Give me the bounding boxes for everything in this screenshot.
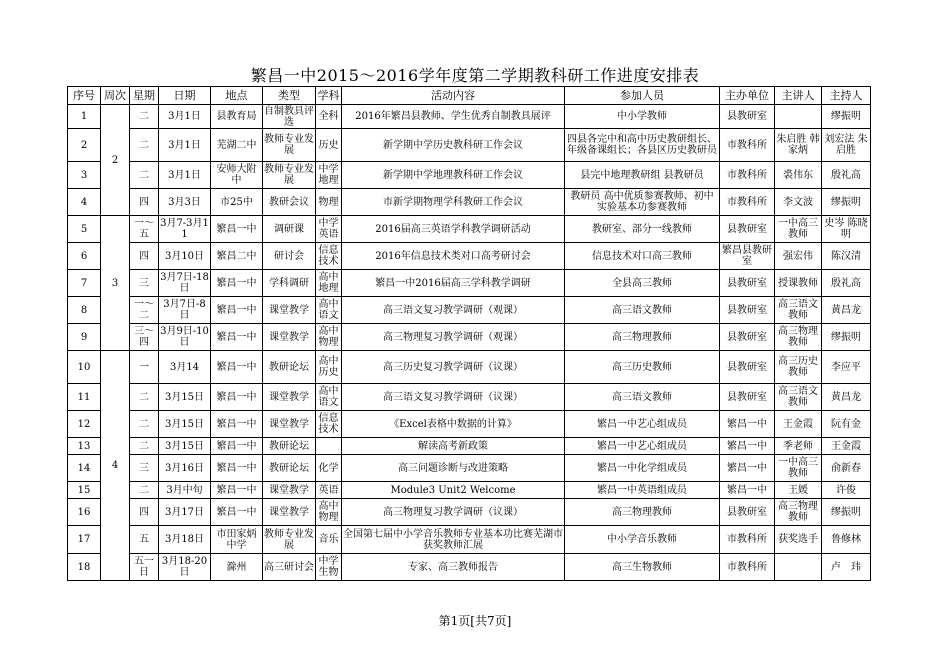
row-number-cell: 1 [68,105,101,129]
content-cell: 全国第七届中小学音乐教师专业基本功比赛芜湖市获奖教师汇展 [342,526,565,554]
page-footer: 第1页[共7页] [438,614,512,628]
weekday-cell: 一～二 [130,297,159,324]
date-cell: 3月7日-8日 [159,297,211,324]
location-cell: 繁昌一中 [211,455,263,482]
table-row [68,324,871,351]
subject-cell: 化学 [316,455,342,482]
table-row [68,499,871,526]
table-row [68,438,871,455]
table-row [68,482,871,499]
location-cell: 繁昌一中 [211,324,263,351]
type-cell: 课堂教学 [263,297,316,324]
row-number-cell: 2 [68,129,101,162]
date-cell: 3月7-3月11 [159,216,211,243]
participants-cell: 教研员 高中优质参赛教师、初中实验基本功参赛教师 [565,189,720,216]
type-cell: 课堂教学 [263,324,316,351]
table-row [68,351,871,384]
table-row [68,162,871,189]
participants-cell: 繁昌一中艺心组成员 [565,411,720,438]
location-cell: 市田家炳中学 [211,526,263,554]
organizer-cell: 市教科所 [720,162,775,189]
location-cell: 市25中 [211,189,263,216]
content-cell: 高三问题诊断与改进策略 [342,455,565,482]
location-cell: 繁昌一中 [211,384,263,411]
type-cell: 调研课 [263,216,316,243]
date-cell: 3月中旬 [159,482,211,499]
weekday-cell: 二 [130,411,159,438]
weekday-cell: 二 [130,482,159,499]
week-cell: 4 [101,351,130,581]
weekday-cell: 四 [130,189,159,216]
speaker-cell: 一中高三教师 [775,216,822,243]
row-number-cell: 9 [68,324,101,351]
subject-cell: 物理 [316,189,342,216]
organizer-cell: 繁昌一中 [720,482,775,499]
weekday-cell: 二 [130,162,159,189]
type-cell: 学科调研 [263,270,316,297]
speaker-cell: 王媛 [775,482,822,499]
date-cell: 3月16日 [159,455,211,482]
participants-cell: 高三物理教师 [565,499,720,526]
speaker-cell: 王金霞 [775,411,822,438]
header-cell: 星期 [130,87,159,105]
table-row [68,455,871,482]
speaker-cell: 高三历史教师 [775,351,822,384]
host-cell: 黄昌龙 [822,384,871,411]
date-cell: 3月18日 [159,526,211,554]
content-cell: 解读高考新政策 [342,438,565,455]
header-cell: 学科 [316,87,342,105]
date-cell: 3月9日-10日 [159,324,211,351]
organizer-cell: 县教研室 [720,270,775,297]
row-number-cell: 15 [68,482,101,499]
content-cell: Module3 Unit2 Welcome [342,482,565,499]
row-number-cell: 3 [68,162,101,189]
subject-cell: 高中物理 [316,324,342,351]
type-cell: 自制教具评选 [264,105,314,128]
content-cell: 市新学期物理学科教研工作会议 [342,189,565,216]
organizer-cell: 市教科所 [720,189,775,216]
participants-cell: 高三历史教师 [565,351,720,384]
organizer-cell: 县教研室 [720,499,775,526]
type-cell: 教师专业发展 [263,526,316,554]
type-cell: 教师专业发展 [263,129,316,162]
subject-cell: 英语 [316,482,342,499]
header-cell: 类型 [263,87,316,105]
header-cell: 地点 [211,87,263,105]
date-cell: 3月15日 [159,411,211,438]
table-row [68,411,871,438]
subject-cell: 高中地理 [316,270,342,297]
schedule-table [67,86,871,581]
participants-cell: 中小学音乐教师 [565,526,720,554]
subject-cell: 信息技术 [316,243,342,270]
host-cell: 刘宏法 朱启胜 [822,129,871,162]
table-row [68,384,871,411]
content-cell: 2016届高三英语学科教学调研活动 [342,216,565,243]
speaker-cell: 获奖选手 [775,526,822,554]
content-cell: 2016年信息技术类对口高考研讨会 [342,243,565,270]
content-cell: 新学期中学历史教科研工作会议 [342,129,565,162]
header-cell: 周次 [101,87,130,105]
type-cell: 教研论坛 [263,351,316,384]
location-cell: 繁昌一中 [211,351,263,384]
header-cell: 主讲人 [775,87,822,105]
date-cell: 3月15日 [159,438,211,455]
organizer-cell: 繁昌一中 [720,455,775,482]
host-cell: 黄昌龙 [822,297,871,324]
location-cell: 滁州 [211,554,263,581]
organizer-cell: 繁昌县教研室 [720,243,775,270]
speaker-cell: 李文波 [775,189,822,216]
organizer-cell: 市教科所 [720,526,775,554]
subject-cell [316,438,342,455]
location-cell: 繁昌二中 [211,243,263,270]
table-row [68,216,871,243]
participants-cell: 县完中地理教研组 县教研员 [565,162,720,189]
host-cell: 缪振明 [822,324,871,351]
table-row [68,270,871,297]
organizer-cell: 市教科所 [720,554,775,581]
weekday-cell: 三 [130,270,159,297]
header-cell: 参加人员 [565,87,720,105]
type-cell: 研讨会 [263,243,316,270]
host-cell: 殷礼高 [822,162,871,189]
content-cell: 新学期中学地理教科研工作会议 [342,162,565,189]
speaker-cell: 一中高三教师 [775,455,822,482]
speaker-cell: 朱启胜 韩家炳 [775,129,822,162]
participants-cell: 繁昌一中英语组成员 [565,482,720,499]
weekday-cell: 五一日 [130,554,159,581]
subject-cell: 中学地理 [316,162,342,189]
table-row [68,189,871,216]
type-cell: 课堂教学 [263,482,316,499]
table-row [68,129,871,162]
weekday-cell: 二 [130,438,159,455]
organizer-cell: 繁昌一中 [720,438,775,455]
location-cell: 繁昌一中 [211,270,263,297]
subject-cell: 高中语文 [316,297,342,324]
table-row [68,105,871,129]
speaker-cell: 高三语文教师 [775,297,822,324]
participants-cell: 高三语文教师 [565,384,720,411]
content-cell: 繁昌一中2016届高三学科教学调研 [342,270,565,297]
host-cell: 俞新春 [822,455,871,482]
participants-cell: 信息技术对口高三教师 [565,243,720,270]
header-cell: 序号 [68,87,101,105]
host-cell: 殷礼高 [822,270,871,297]
week-cell: 2 [101,105,130,216]
table-row [68,243,871,270]
date-cell: 3月1日 [159,105,211,129]
host-cell: 阮有金 [822,411,871,438]
location-cell: 繁昌一中 [211,216,263,243]
location-cell: 繁昌一中 [211,499,263,526]
host-cell: 鲁修林 [822,526,871,554]
content-cell: 高三语文复习教学调研（观课） [342,297,565,324]
speaker-cell: 高三语文教师 [775,384,822,411]
row-number-cell: 6 [68,243,101,270]
row-number-cell: 5 [68,216,101,243]
participants-cell: 高三物理教师 [565,324,720,351]
header-cell: 主持人 [822,87,871,105]
participants-cell: 中小学教师 [565,105,720,129]
content-cell: 高三语文复习教学调研（议课） [342,384,565,411]
subject-cell: 中学英语 [316,216,342,243]
content-cell: 《Excel表格中数据的计算》 [342,411,565,438]
subject-cell: 历史 [316,129,342,162]
participants-cell: 繁昌一中艺心组成员 [565,438,720,455]
date-cell: 3月10日 [159,243,211,270]
row-number-cell: 8 [68,297,101,324]
table-row [68,554,871,581]
participants-cell: 四县各完中和高中历史教研组长、年级备课组长；各县区历史教研员 [565,129,720,162]
host-cell: 王金霞 [822,438,871,455]
organizer-cell: 县教研室 [720,324,775,351]
type-cell: 课堂教学 [263,499,316,526]
row-number-cell: 12 [68,411,101,438]
weekday-cell: 五 [130,526,159,554]
header-cell: 活动内容 [342,87,565,105]
weekday-cell: 四 [130,499,159,526]
row-number-cell: 4 [68,189,101,216]
row-number-cell: 10 [68,351,101,384]
subject-cell: 信息技术 [316,411,342,438]
row-number-cell: 7 [68,270,101,297]
header-row [68,87,871,105]
location-cell: 繁昌一中 [211,297,263,324]
speaker-cell: 高三物理教师 [775,324,822,351]
host-cell: 史岑 陈晓明 [822,216,871,243]
participants-cell: 繁昌一中化学组成员 [565,455,720,482]
type-cell: 教研会议 [263,189,316,216]
row-number-cell: 17 [68,526,101,554]
weekday-cell: 二 [130,105,159,129]
subject-cell: 高中历史 [316,351,342,384]
table-row [68,526,871,554]
subject-cell: 音乐 [316,526,342,554]
host-cell: 陈汉清 [822,243,871,270]
subject-cell: 全科 [316,105,342,129]
host-cell: 李应平 [822,351,871,384]
type-cell: 教师专业发展 [263,162,316,189]
date-cell: 3月14 [159,351,211,384]
weekday-cell: 二 [130,384,159,411]
speaker-cell [775,554,822,581]
weekday-cell: 三～四 [130,324,159,351]
speaker-cell: 季老师 [775,438,822,455]
organizer-cell: 县教研室 [720,351,775,384]
page-title: 繁昌一中2015～2016学年度第二学期教科研工作进度安排表 [250,66,700,85]
content-cell: 2016年繁昌县教师、学生优秀自制教具展评 [342,105,565,129]
type-cell: 高三研讨会 [263,554,316,581]
row-number-cell: 18 [68,554,101,581]
location-cell: 繁昌一中 [211,411,263,438]
header-cell: 日期 [159,87,211,105]
speaker-cell: 高三物理教师 [775,499,822,526]
speaker-cell [775,105,822,129]
weekday-cell: 一 [130,351,159,384]
subject-cell: 中学生物 [316,554,342,581]
weekday-cell: 一～五 [130,216,159,243]
content-cell: 高三物理复习教学调研（议课） [342,499,565,526]
date-cell: 3月1日 [159,129,211,162]
speaker-cell: 授课教师 [775,270,822,297]
organizer-cell: 县教研室 [720,297,775,324]
type-cell: 教研论坛 [263,438,316,455]
organizer-cell: 县教研室 [720,105,775,129]
date-cell: 3月3日 [159,189,211,216]
row-number-cell: 13 [68,438,101,455]
date-cell: 3月7日-18日 [159,270,211,297]
schedule-body [68,105,871,581]
weekday-cell: 三 [130,455,159,482]
subject-cell: 高中语文 [316,384,342,411]
host-cell: 卢 玮 [822,554,871,581]
date-cell: 3月15日 [159,384,211,411]
speaker-cell: 强宏伟 [775,243,822,270]
weekday-cell: 二 [130,129,159,162]
host-cell: 缪振明 [822,189,871,216]
location-cell: 繁昌一中 [211,438,263,455]
organizer-cell: 市教科所 [720,129,775,162]
date-cell: 3月1日 [159,162,211,189]
row-number-cell: 14 [68,455,101,482]
date-cell: 3月18-20日 [159,554,211,581]
row-number-cell: 16 [68,499,101,526]
location-cell: 繁昌一中 [211,482,263,499]
host-cell: 许俊 [822,482,871,499]
subject-cell: 高中物理 [316,499,342,526]
week-cell: 3 [101,216,130,351]
table-row [68,297,871,324]
organizer-cell: 繁昌一中 [720,411,775,438]
organizer-cell: 县教研室 [720,384,775,411]
type-cell: 课堂教学 [263,384,316,411]
type-cell: 课堂教学 [263,411,316,438]
header-cell: 主办单位 [720,87,775,105]
weekday-cell: 四 [130,243,159,270]
content-cell: 专家、高三教师报告 [342,554,565,581]
participants-cell: 高三生物教师 [565,554,720,581]
date-cell: 3月17日 [159,499,211,526]
organizer-cell: 县教研室 [720,216,775,243]
row-number-cell: 11 [68,384,101,411]
location-cell: 县教育局 [211,105,263,129]
participants-cell: 高三语文教师 [565,297,720,324]
participants-cell: 教研室、部分一线教师 [565,216,720,243]
speaker-cell: 裘伟东 [775,162,822,189]
location-cell: 安师大附中 [211,162,263,189]
location-cell: 芜湖二中 [211,129,263,162]
host-cell: 缪振明 [822,105,871,129]
type-cell: 教研论坛 [263,455,316,482]
participants-cell: 全县高三教师 [565,270,720,297]
host-cell: 缪振明 [822,499,871,526]
content-cell: 高三历史复习教学调研（议课） [342,351,565,384]
content-cell: 高三物理复习教学调研（观课） [342,324,565,351]
